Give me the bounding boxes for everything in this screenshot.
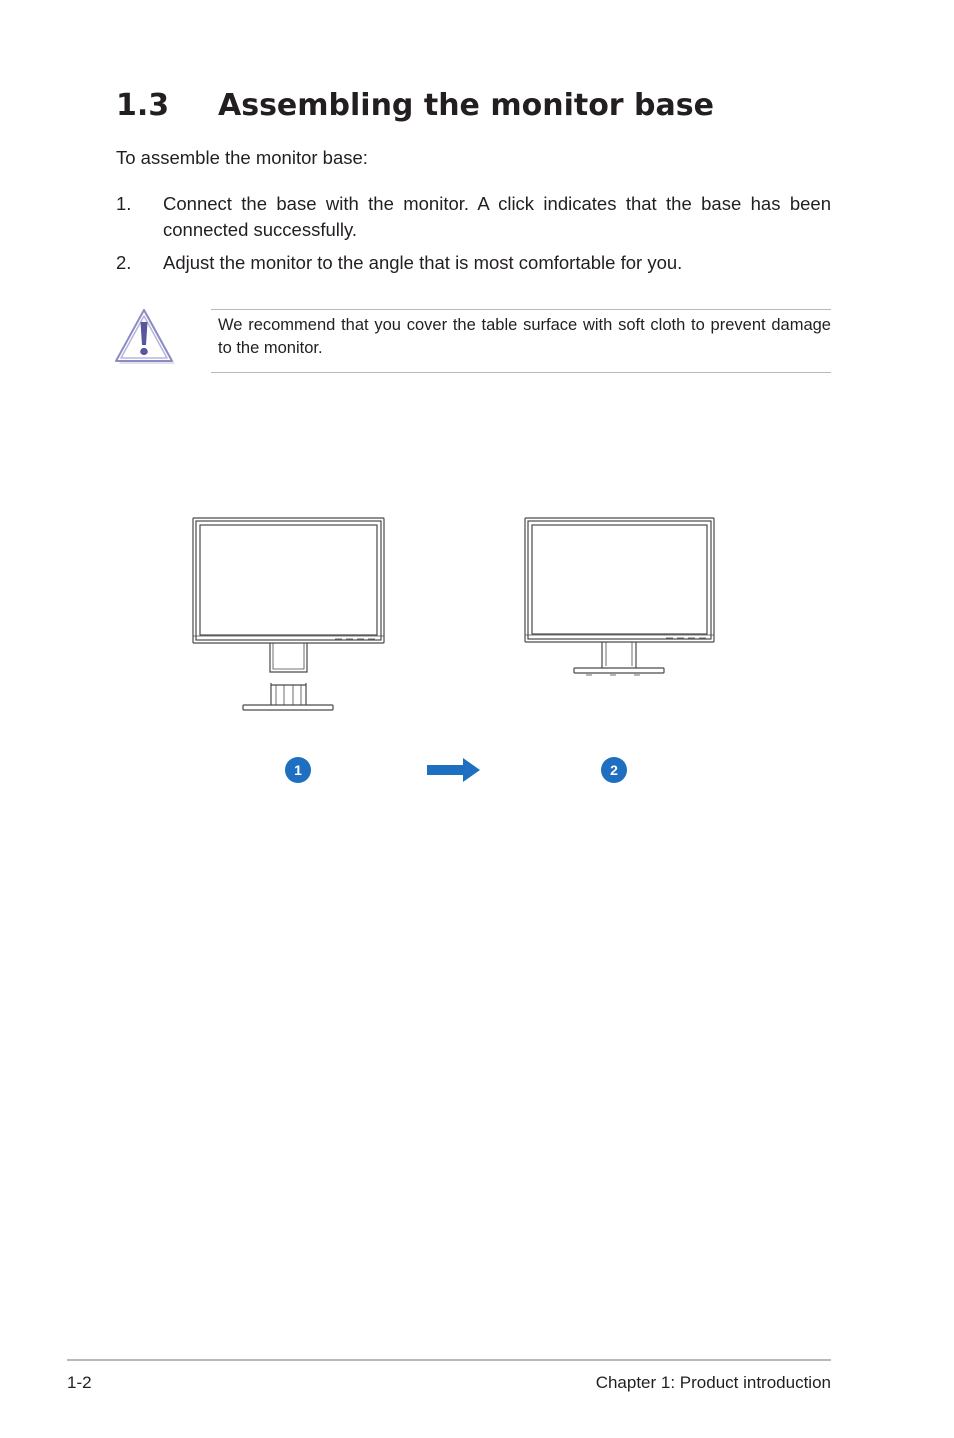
section-number: 1.3 xyxy=(116,88,170,123)
assembled-monitor-drawing xyxy=(525,518,714,675)
footer-rule xyxy=(67,1359,831,1361)
step-text: Connect the base with the monitor. A click indicates that the base has been connected successfully. xyxy=(163,193,831,240)
section-title: Assembling the monitor base xyxy=(218,88,714,123)
intro-text: To assemble the monitor base: xyxy=(116,147,368,168)
caution-triangle-icon xyxy=(114,308,178,370)
note-top-rule xyxy=(211,309,831,310)
note-bottom-rule xyxy=(211,372,831,373)
chapter-title: Chapter 1: Product introduction xyxy=(595,1373,831,1392)
monitor-assembly-illustration xyxy=(180,505,740,730)
step-item xyxy=(116,191,831,243)
step-number: 2. xyxy=(116,252,132,273)
page-number: 1-2 xyxy=(67,1373,92,1392)
right-arrow-icon xyxy=(425,757,481,783)
step-text: Adjust the monitor to the angle that is most comfortable for you. xyxy=(163,252,683,273)
step-item xyxy=(116,250,831,276)
section-heading xyxy=(116,88,714,123)
step-number: 1. xyxy=(116,193,132,214)
monitor-with-detached-base-drawing xyxy=(193,518,384,710)
step-badge-2: 2 xyxy=(601,757,627,783)
note-text: We recommend that you cover the table surface with soft cloth to prevent damage to the monitor. xyxy=(218,316,831,357)
step-badge-1: 1 xyxy=(285,757,311,783)
